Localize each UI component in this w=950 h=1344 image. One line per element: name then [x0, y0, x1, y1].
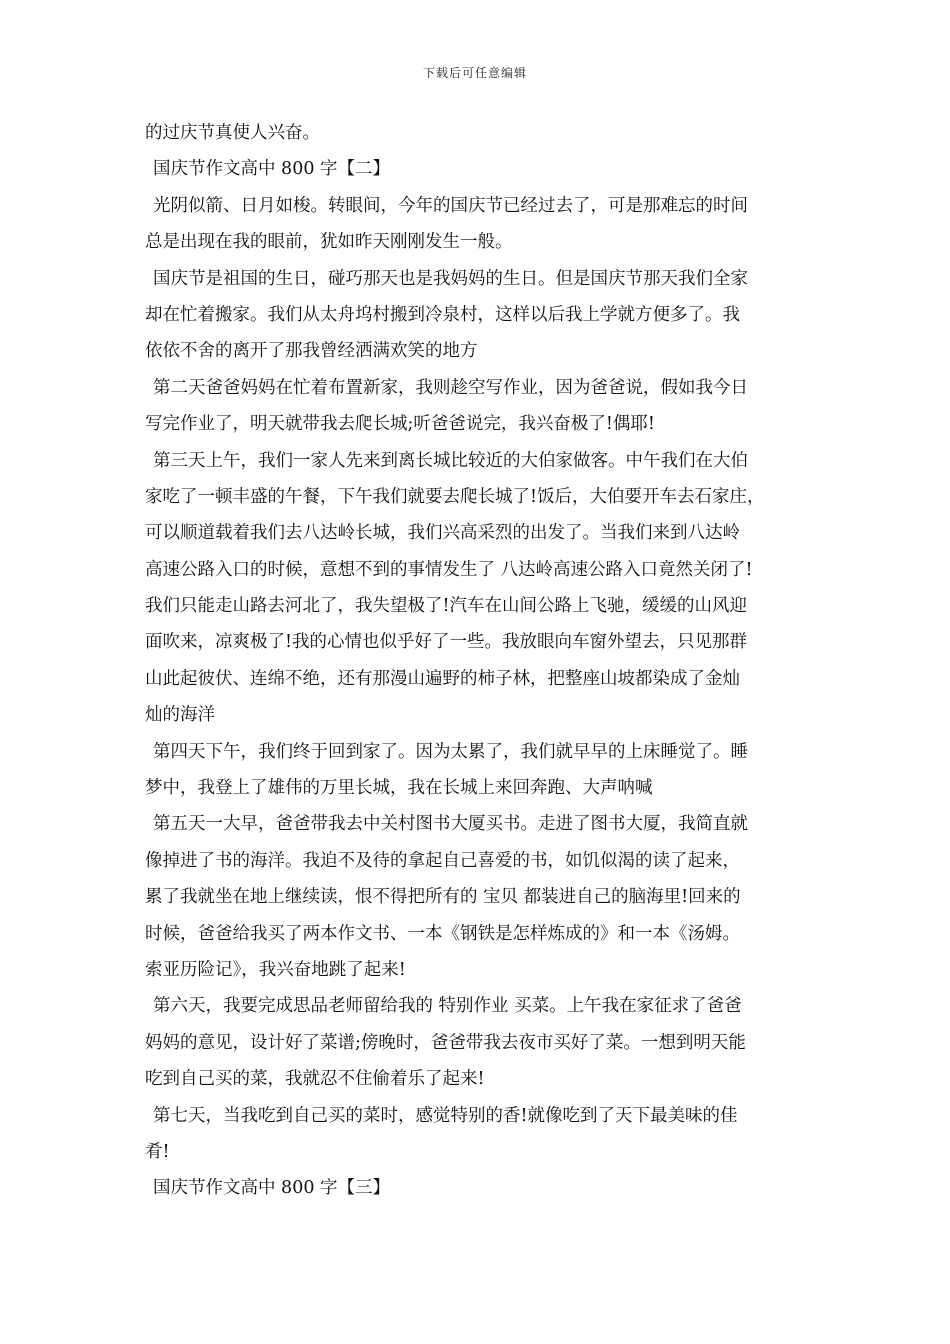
text-line: 家吃了一顿丰盛的午餐，下午我们就要去爬长城了!饭后，大伯要开车去石家庄， — [145, 486, 765, 507]
text-line: 山此起彼伏、连绵不绝，还有那漫山遍野的柿子林，把整座山坡都染成了金灿 — [145, 668, 740, 689]
text-line: 像掉进了书的海洋。我迫不及待的拿起自己喜爱的书，如饥似渴的读了起来， — [145, 850, 740, 871]
text-line: 却在忙着搬家。我们从太舟坞村搬到冷泉村，这样以后我上学就方便多了。我 — [145, 304, 740, 325]
text-line: 面吹来，凉爽极了!我的心情也似乎好了一些。我放眼向车窗外望去，只见那群 — [145, 632, 748, 653]
document-body — [145, 115, 810, 1207]
text-line: 高速公路入口的时候，意想不到的事情发生了 八达岭高速公路入口竟然关闭了! — [145, 559, 753, 580]
text-line: 写完作业了，明天就带我去爬长城;听爸爸说完，我兴奋极了!偶耶! — [145, 414, 655, 435]
text-line: 光阴似箭、日月如梭。转眼间，今年的国庆节已经过去了，可是那难忘的时间 — [153, 195, 748, 216]
text-line: 依依不舍的离开了那我曾经洒满欢笑的地方 — [145, 341, 478, 362]
text-line: 第三天上午，我们一家人先来到离长城比较近的大伯家做客。中午我们在大伯 — [153, 450, 748, 471]
text-line: 国庆节作文高中 800 字【三】 — [153, 1178, 391, 1199]
text-line: 国庆节作文高中 800 字【二】 — [153, 159, 391, 180]
text-line: 吃到自己买的菜，我就忍不住偷着乐了起来! — [145, 1069, 485, 1090]
text-line: 我们只能走山路去河北了，我失望极了!汽车在山间公路上飞驰，缓缓的山风迎 — [145, 596, 748, 617]
text-line: 索亚历险记》，我兴奋地跳了起来! — [145, 959, 406, 980]
text-line: 第四天下午，我们终于回到家了。因为太累了，我们就早早的上床睡觉了。睡 — [153, 741, 748, 762]
text-line: 总是出现在我的眼前，犹如昨天刚刚发生一般。 — [145, 232, 513, 253]
text-line: 第五天一大早，爸爸带我去中关村图书大厦买书。走进了图书大厦，我简直就 — [153, 814, 748, 835]
text-line: 第七天，当我吃到自己买的菜时，感觉特别的香!就像吃到了天下最美味的佳 — [153, 1105, 738, 1126]
text-line: 肴! — [145, 1141, 170, 1162]
text-line: 的过庆节真使人兴奋。 — [145, 123, 320, 143]
text-line: 时候，爸爸给我买了两本作文书、一本《钢铁是怎样炼成的》和一本《汤姆。 — [145, 923, 740, 944]
text-line: 梦中，我登上了雄伟的万里长城，我在长城上来回奔跑、大声呐喊 — [145, 778, 653, 799]
text-line: 妈妈的意见，设计好了菜谱;傍晚时，爸爸带我去夜市买好了菜。一想到明天能 — [145, 1032, 746, 1053]
page-header-note: 下载后可任意编辑 — [422, 66, 527, 80]
text-line: 第六天，我要完成思品老师留给我的 特别作业 买菜。上午我在家征求了爸爸 — [153, 996, 742, 1017]
text-line: 国庆节是祖国的生日，碰巧那天也是我妈妈的生日。但是国庆节那天我们全家 — [153, 268, 748, 289]
text-line: 灿的海洋 — [145, 705, 215, 726]
text-line: 第二天爸爸妈妈在忙着布置新家，我则趁空写作业，因为爸爸说，假如我今日 — [153, 377, 748, 398]
text-line: 可以顺道载着我们去八达岭长城，我们兴高采烈的出发了。当我们来到八达岭 — [145, 523, 740, 544]
text-line: 累了我就坐在地上继续读，恨不得把所有的 宝贝 都装进自己的脑海里!回来的 — [145, 887, 741, 908]
